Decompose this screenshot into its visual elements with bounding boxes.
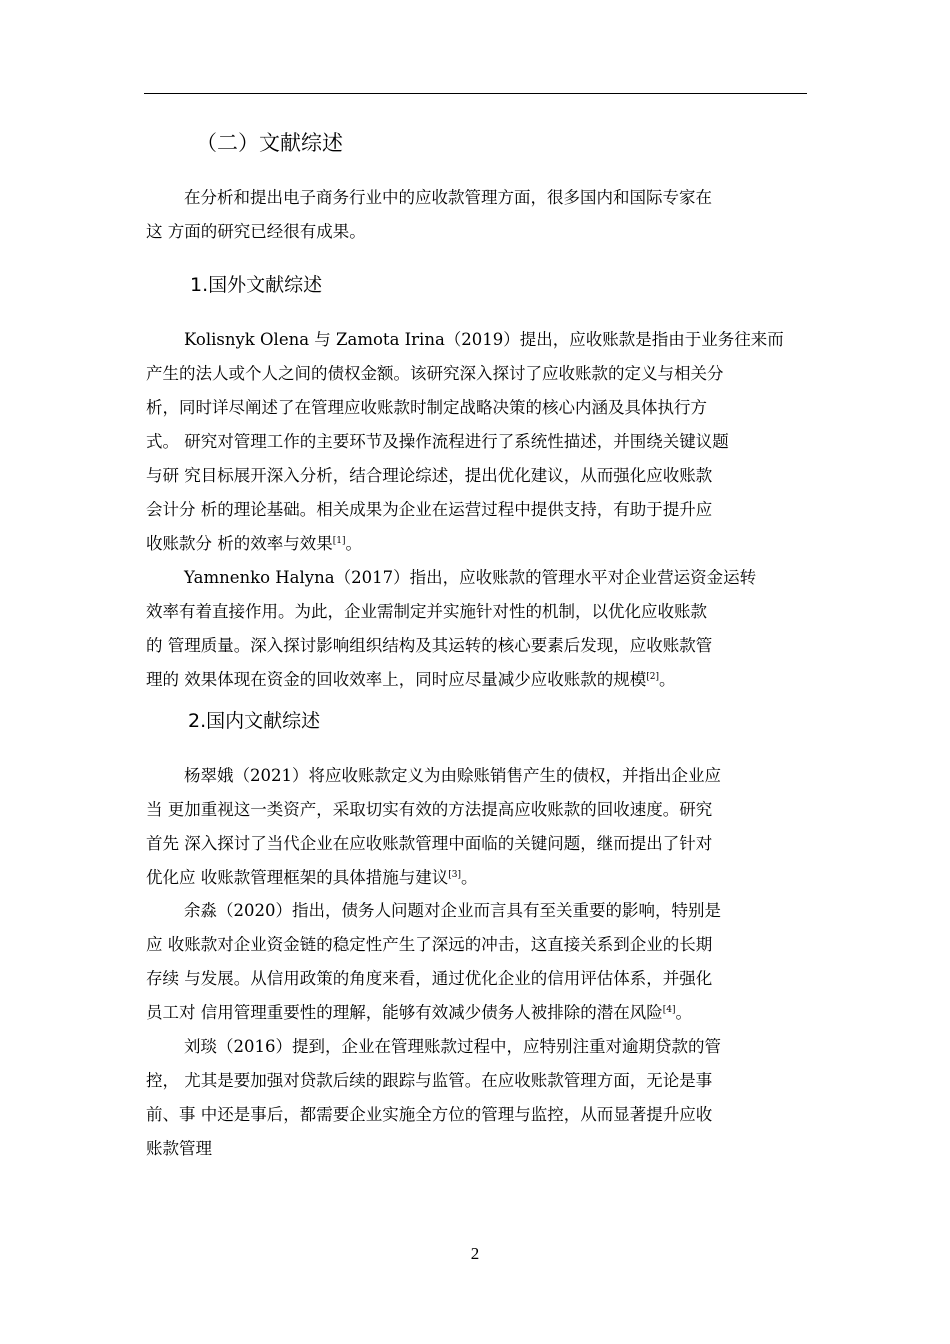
paragraph-line: 账款管理 <box>146 1139 212 1158</box>
paragraph-line: 应 收账款对企业资金链的稳定性产生了深远的冲击，这直接关系到企业的长期 <box>146 935 713 954</box>
paragraph-line: Yamnenko Halyna（2017）指出，应收账款的管理水平对企业营运资金运转 <box>184 568 757 587</box>
paragraph-line: 效率有着直接作用。为此，企业需制定并实施针对性的机制，以优化应收账款 <box>146 602 707 621</box>
paragraph-line: 式。 研究对管理工作的主要环节及操作流程进行了系统性描述，并围绕关键议题 <box>146 432 729 451</box>
intro-line: 在分析和提出电子商务行业中的应收款管理方面，很多国内和国际专家在 <box>184 188 712 207</box>
paragraph-line: 当 更加重视这一类资产，采取切实有效的方法提高应收账款的回收速度。研究 <box>146 800 713 819</box>
intro-line: 这 方面的研究已经很有成果。 <box>146 222 366 241</box>
domestic-review-title: 2.国内文献综述 <box>188 710 321 732</box>
paragraph-end: 。 <box>461 868 478 887</box>
paragraph-end: 。 <box>345 534 362 553</box>
paragraph-line: 的 管理质量。深入探讨影响组织结构及其运转的核心要素后发现，应收账款管 <box>146 636 713 655</box>
paragraph-line: 会计分 析的理论基础。相关成果为企业在运营过程中提供支持，有助于提升应 <box>146 500 713 519</box>
paragraph-line: 与研 究目标展开深入分析，结合理论综述，提出优化建议，从而强化应收账款 <box>146 466 713 485</box>
paragraph-end: 。 <box>675 1003 692 1022</box>
paragraph-line: 首先 深入探讨了当代企业在应收账款管理中面临的关键问题，继而提出了针对 <box>146 834 713 853</box>
paragraph-line <box>146 534 362 554</box>
paragraph-line: 析，同时详尽阐述了在管理应收账款时制定战略决策的核心内涵及具体执行方 <box>146 398 707 417</box>
foreign-review-title: 1.国外文献综述 <box>190 274 323 296</box>
citation-marker: [1] <box>332 536 346 546</box>
paragraph-text: 优化应 收账款管理框架的具体措施与建议 <box>146 868 449 887</box>
citation-marker: [2] <box>646 672 659 682</box>
paragraph-end: 。 <box>659 670 676 689</box>
citation-marker: [3] <box>448 870 461 880</box>
paragraph-text: 员工对 信用管理重要性的理解，能够有效减少债务人被排除的潜在风险 <box>146 1003 663 1022</box>
paragraph-text: 收账款分 析的效率与效果 <box>146 534 333 553</box>
page-number: 2 <box>470 1244 480 1263</box>
paragraph-line: 前、事 中还是事后，都需要企业实施全方位的管理与监控，从而显著提升应收 <box>146 1105 713 1124</box>
paragraph-line: 杨翠娥（2021）将应收账款定义为由赊账销售产生的债权，并指出企业应 <box>184 766 721 785</box>
paragraph-line: 控， 尤其是要加强对贷款后续的跟踪与监管。在应收账款管理方面，无论是事 <box>146 1071 713 1090</box>
paragraph-line <box>146 1003 692 1023</box>
paragraph-line: 产生的法人或个人之间的债权金额。该研究深入探讨了应收账款的定义与相关分 <box>146 364 724 383</box>
paragraph-line: 存续 与发展。从信用政策的角度来看，通过优化企业的信用评估体系，并强化 <box>146 969 713 988</box>
section-title: （二）文献综述 <box>196 131 343 155</box>
citation-marker: [4] <box>662 1005 676 1015</box>
paragraph-line <box>146 868 478 888</box>
header-rule <box>144 93 807 94</box>
paragraph-line: 余淼（2020）指出，债务人问题对企业而言具有至关重要的影响，特别是 <box>184 901 721 920</box>
paragraph-text: 理的 效果体现在资金的回收效率上，同时应尽量减少应收账款的规模 <box>146 670 647 689</box>
paragraph-line <box>146 670 676 690</box>
paragraph-line: 刘琰（2016）提到，企业在管理账款过程中，应特别注重对逾期贷款的管 <box>184 1037 721 1056</box>
paragraph-line: Kolisnyk Olena 与 Zamota Irina（2019）提出，应收账款是指由于业务往来而 <box>184 330 784 349</box>
